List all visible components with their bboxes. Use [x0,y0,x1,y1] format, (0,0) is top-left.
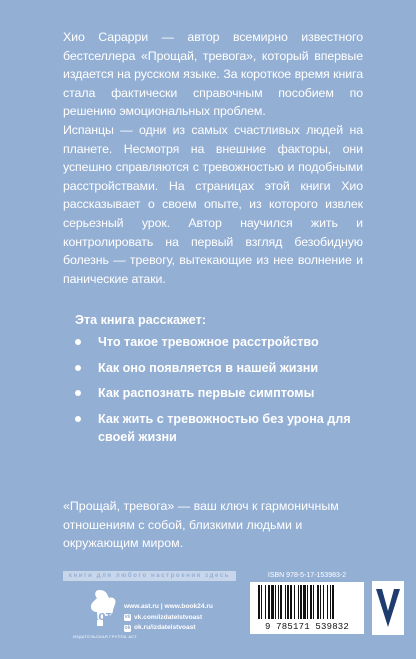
bullet-icon [75,365,81,371]
bullet-icon [75,390,81,396]
bullet-icon [75,339,81,345]
list-item-label: Как распознать первые симптомы [98,386,315,400]
description-text [63,28,363,288]
tagline: книги для любого настроения здесь [68,573,231,579]
publisher-links [124,602,213,634]
list-item-label: Как жить с тревожностью без урона для своей жизни [98,411,351,444]
intro-paragraph-1: Хио Сарарри — автор всемирно известного бестселлера «Прощай, тревога», который впервые издается на русском языке. За короткое время книга стала фактически справочным пособием по решению эмоциональных проблем. [63,30,363,119]
vk-line[interactable]: vk vk.com/izdatelstvoast [124,613,203,621]
list-item [75,410,375,447]
list-item [75,359,375,378]
intro-paragraph-2: Испанцы — одни из самых счастливых людей на планете. Несмотря на внешние факторы, они успешно справляются с тревожностью и подобными расстройствами. На страницах этой книги Хио рассказывает о своем опыте, из которого извлек серьезный урок. Автор научился жить и контролировать на первый взгляд безобидную болезнь — тревогу, вытекающие из нее волнение и панические атаки. [63,122,363,286]
website-line[interactable]: www.ast.ru | www.book24.ru [124,603,213,610]
ok-line[interactable]: ok ok.ru/izdatelstvoast [124,624,196,631]
publisher-caption: ИЗДАТЕЛЬСКАЯ ГРУППА АСТ [72,634,137,639]
topics-list [75,311,375,454]
list-item [75,384,375,403]
closing-text: «Прощай, тревога» — ваш ключ к гармоничным отношениям с собой, близкими людьми и окружающим миром. [63,499,339,551]
logo-text: аст [91,608,112,623]
ast-logo-icon [85,586,123,634]
barcode-icon [250,582,364,622]
bullet-icon [75,416,81,422]
isbn-label: ISBN 978-5-17-153983-2 [267,572,347,579]
list-item-label: Как оно появляется в нашей жизни [98,360,319,375]
publisher-emblem-icon [372,581,404,635]
vk-icon: vk [124,614,131,621]
ok-icon: ok [124,624,131,631]
list-item [75,333,375,352]
topics-heading: Эта книга расскажет: [75,313,207,327]
barcode-digits: 9 785171 539832 [264,622,349,632]
list-item-label: Что такое тревожное расстройство [98,335,319,349]
